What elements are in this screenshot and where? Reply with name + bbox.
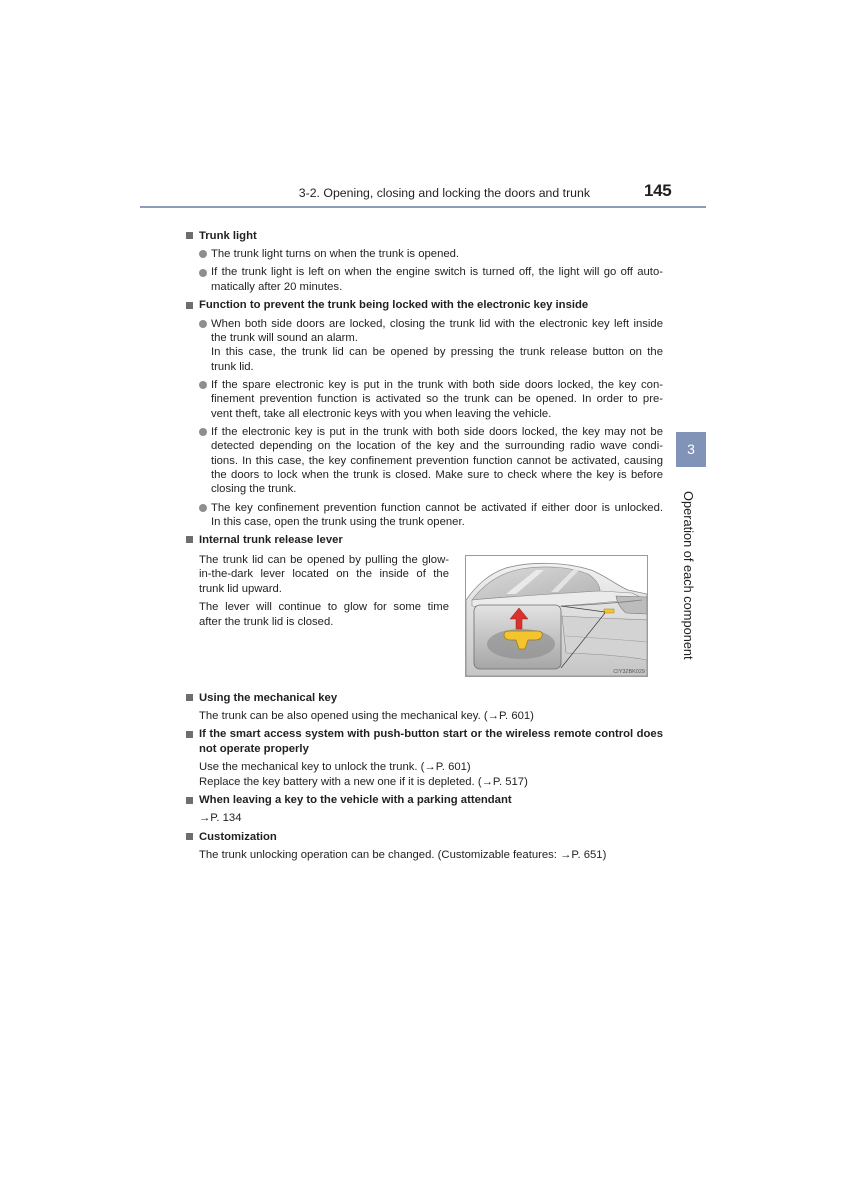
paragraph [186, 848, 663, 862]
text-line: The trunk can be also opened using the mechanical key. (→P. 601) [199, 710, 534, 723]
running-header-title: 3-2. Opening, closing and locking the doors and trunk [298, 186, 590, 200]
content-group-bottom [186, 691, 663, 862]
section-heading [186, 533, 663, 547]
text-line: In this case, the trunk lid can be opened by pressing the trunk release button on the [211, 346, 663, 359]
text-line: If the spare electronic key is put in the trunk with both side doors locked, the key con- [211, 378, 663, 391]
section-heading-text: If the smart access system with push-button start or the wireless remote control does [199, 728, 663, 741]
text-line: the doors to lock when the trunk is closed. Make sure to check where the key is before [211, 468, 663, 481]
text-line: trunk lid. [211, 360, 254, 373]
text-line: finement prevention function is activated so the trunk can be opened. In order to pre- [211, 393, 663, 406]
square-bullet-icon [186, 694, 193, 701]
text-line: detected depending on the location of the key and the surrounding radio wave condi- [211, 440, 663, 453]
text-line: In this case, open the trunk using the trunk opener. [211, 515, 465, 528]
list-item [186, 247, 663, 261]
text-line: matically after 20 minutes. [211, 280, 343, 293]
text-line: trunk lid upward. [199, 582, 282, 595]
square-bullet-icon [186, 232, 193, 239]
text-line: in-the-dark lever located on the inside of the [199, 568, 449, 581]
paragraph [186, 709, 663, 723]
content-group-top [186, 229, 663, 530]
section-heading-text: not operate properly [199, 742, 309, 755]
chapter-number: 3 [687, 441, 695, 457]
section-heading [186, 229, 663, 243]
section-heading [186, 830, 663, 844]
text-line: The key confinement prevention function cannot be activated if either door is unlocked. [211, 501, 663, 514]
round-bullet-icon [199, 381, 207, 389]
text-line: the trunk will sound an alarm. [211, 331, 358, 344]
trunk-lever-figure [465, 555, 648, 677]
list-item [186, 425, 663, 497]
lever-location-marker [604, 609, 614, 613]
round-bullet-icon [199, 428, 207, 436]
section-heading-text: Internal trunk release lever [199, 533, 343, 546]
list-item [186, 317, 663, 374]
section-heading [186, 727, 663, 756]
section-heading-text: Customization [199, 830, 277, 843]
text-line: If the trunk light is left on when the engine switch is turned off, the light will go off auto- [211, 266, 663, 279]
illustration-code: CIY32BK029 [613, 669, 645, 675]
paragraph [199, 553, 449, 596]
round-bullet-icon [199, 320, 207, 328]
text-line: The trunk unlocking operation can be changed. (Customizable features: →P. 651) [199, 848, 607, 861]
section-heading-text: Using the mechanical key [199, 691, 338, 704]
text-line: Replace the key battery with a new one if it is depleted. (→P. 517) [199, 775, 528, 788]
paragraph [186, 811, 663, 825]
trunk-lever-illustration [466, 556, 647, 676]
text-line: When both side doors are locked, closing the trunk lid with the electronic key left inside [211, 317, 663, 330]
section-heading [186, 691, 663, 705]
round-bullet-icon [199, 504, 207, 512]
square-bullet-icon [186, 536, 193, 543]
square-bullet-icon [186, 797, 193, 804]
text-line: If the electronic key is put in the trunk with both side doors locked, the key may not be [211, 425, 663, 438]
square-bullet-icon [186, 833, 193, 840]
square-bullet-icon [186, 731, 193, 738]
text-line: The lever will continue to glow for some time [199, 601, 449, 614]
section-heading-text: When leaving a key to the vehicle with a parking attendant [199, 793, 512, 806]
list-item [186, 265, 663, 294]
chapter-title-vertical: Operation of each component [681, 491, 696, 660]
section-heading-text: Trunk light [199, 229, 257, 242]
section-heading [186, 298, 663, 312]
text-line: vent theft, take all electronic keys with you when leaving the vehicle. [211, 407, 552, 420]
header-divider [140, 206, 706, 208]
section-heading-text: Function to prevent the trunk being locked with the electronic key inside [199, 299, 589, 312]
round-bullet-icon [199, 250, 207, 258]
paragraph [186, 760, 663, 789]
page-number: 145 [644, 181, 672, 200]
text-line: The trunk light turns on when the trunk is opened. [211, 248, 460, 261]
list-item [186, 501, 663, 530]
text-line: after the trunk lid is closed. [199, 615, 334, 628]
list-item [186, 378, 663, 421]
rear-bumper [562, 616, 647, 660]
paragraph [199, 600, 449, 629]
text-line: Use the mechanical key to unlock the trunk. (→P. 601) [199, 761, 471, 774]
text-line: closing the trunk. [211, 483, 297, 496]
chapter-tab [676, 432, 706, 467]
round-bullet-icon [199, 269, 207, 277]
square-bullet-icon [186, 302, 193, 309]
text-line: The trunk lid can be opened by pulling the glow- [199, 554, 449, 567]
text-line: tions. In this case, the key confinement prevention function cannot be activated, causing [211, 454, 663, 467]
section-heading [186, 793, 663, 807]
page-reference: →P. 134 [199, 812, 242, 825]
